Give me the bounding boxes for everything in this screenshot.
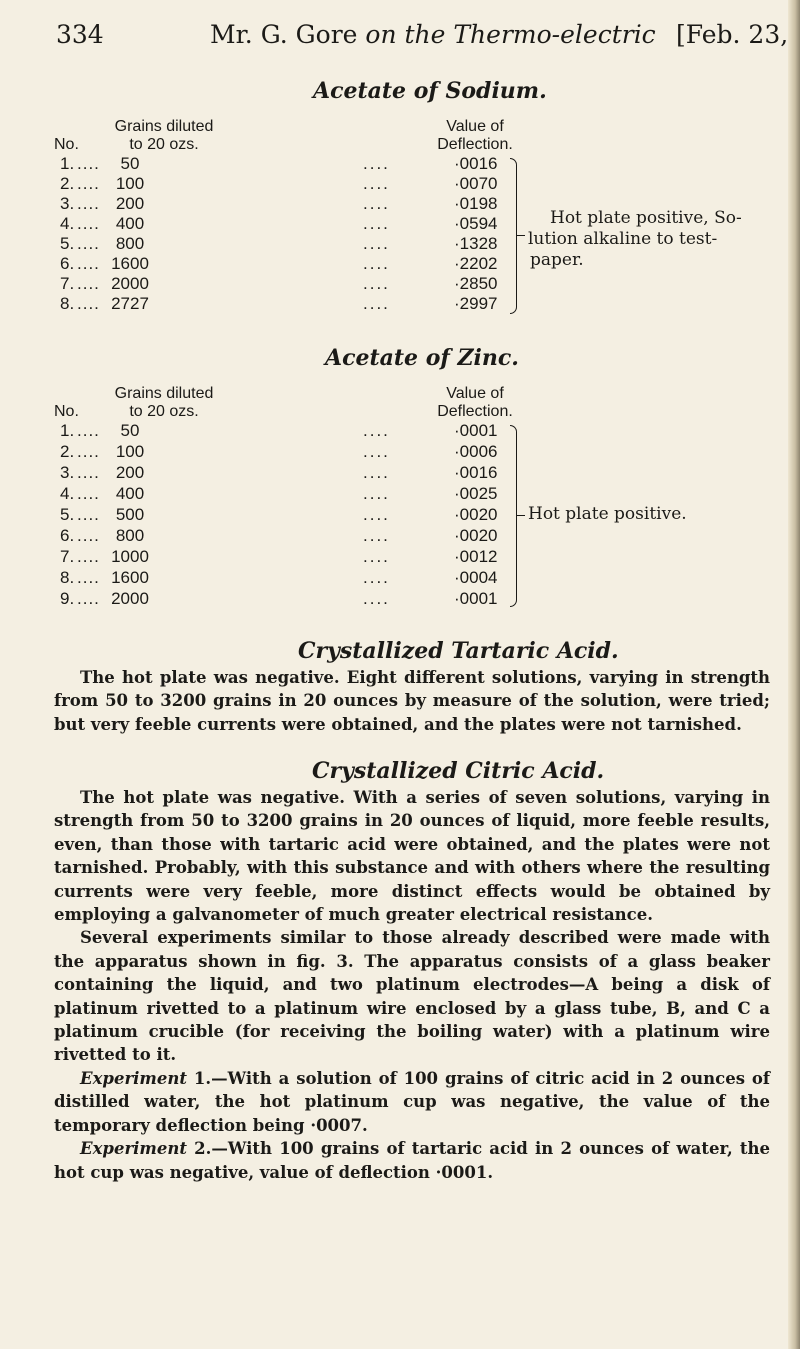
leader-dots: .... (363, 421, 390, 440)
table1-note (528, 208, 778, 271)
row-no: 7. (60, 274, 75, 293)
leader-dots: .... (77, 194, 100, 213)
table1-note-line: Hot plate positive, So- (550, 208, 742, 228)
row-value: ·0020 (454, 505, 498, 524)
leader-dots: .... (77, 174, 100, 193)
row-no: 1. (60, 154, 75, 173)
leader-dots: .... (363, 194, 390, 213)
row-grains: 400 (115, 214, 145, 233)
row-value: ·0006 (454, 442, 498, 461)
table2-col-value-2: Deflection. (437, 403, 513, 420)
row-grains: 1000 (111, 547, 149, 566)
leader-dots: .... (77, 442, 100, 461)
row-value: ·0198 (454, 194, 498, 213)
table2-col-grains-1: Grains diluted (114, 385, 214, 402)
row-value: ·1328 (454, 234, 498, 253)
running-title (210, 20, 656, 49)
row-value: ·0594 (454, 214, 498, 233)
paragraph-text: The hot plate was negative. With a series of seven solutions, varying in strength from 50 to 3200 grains in 20 ounces of liquid, more feeble results, even, than those with tartaric acid were obtained, and the plates were not tarnished. Probably, with this substance and with others where the resulting currents were very feeble, more distinct effects would be obtained by employing a galvanometer of much greater electrical resistance. (54, 788, 770, 925)
table1-col-value-1: Value of (446, 118, 504, 135)
table1-row (0, 294, 800, 314)
row-grains: 1600 (111, 254, 149, 273)
experiment-2 (54, 1137, 770, 1184)
table1-col-grains-2: to 20 ozs. (129, 136, 199, 153)
leader-dots: .... (77, 254, 100, 273)
table1-note-line: paper. (530, 250, 584, 270)
leader-dots: .... (77, 547, 100, 566)
row-value: ·0070 (454, 174, 498, 193)
leader-dots: .... (363, 442, 390, 461)
leader-dots: .... (77, 505, 100, 524)
row-grains: 200 (115, 463, 145, 482)
experiment-text: —With 100 grains of tartaric acid in 2 ounces of water, the hot cup was negative, value of deflection ·0001. (54, 1139, 770, 1182)
table2-brace-tip (517, 515, 525, 516)
experiment-1 (54, 1067, 770, 1137)
table2-row (0, 589, 800, 609)
row-no: 8. (60, 294, 75, 313)
table1-col-no: No. (54, 136, 79, 153)
row-no: 3. (60, 463, 75, 482)
running-date: [Feb. 23, (676, 20, 789, 49)
leader-dots: .... (363, 294, 390, 313)
row-no: 6. (60, 254, 75, 273)
experiment-number: 1. (193, 1068, 212, 1088)
table1-brace-tip (517, 235, 525, 236)
leader-dots: .... (77, 274, 100, 293)
leader-dots: .... (77, 589, 100, 608)
leader-dots: .... (363, 484, 390, 503)
experiment-number: 2. (194, 1139, 212, 1159)
table2-note: Hot plate positive. (528, 504, 687, 524)
leader-dots: .... (363, 274, 390, 293)
table2-row (0, 526, 800, 546)
experiment-label: Experiment (80, 1139, 187, 1159)
table2-row (0, 547, 800, 567)
row-no: 3. (60, 194, 75, 213)
leader-dots: .... (363, 589, 390, 608)
experiment-text: —With a solution of 100 grains of citric acid in 2 ounces of distilled water, the hot platinum cup was negative, the value of the temporary deflection being ·0007. (54, 1068, 770, 1135)
row-value: ·0012 (454, 547, 498, 566)
row-value: ·0020 (454, 526, 498, 545)
leader-dots: .... (363, 234, 390, 253)
leader-dots: .... (363, 505, 390, 524)
row-grains: 2000 (111, 274, 149, 293)
row-no: 1. (60, 421, 75, 440)
page-number: 334 (56, 20, 104, 49)
row-value: ·2202 (454, 254, 498, 273)
row-no: 5. (60, 234, 75, 253)
table1-col-value-2: Deflection. (437, 136, 513, 153)
tartaric-heading: Crystallized Tartaric Acid. (298, 638, 619, 664)
running-title-author: Mr. G. Gore (210, 20, 358, 49)
row-grains: 400 (115, 484, 145, 503)
row-grains: 800 (115, 234, 145, 253)
leader-dots: .... (77, 421, 100, 440)
row-grains: 200 (115, 194, 145, 213)
row-no: 2. (60, 442, 75, 461)
table2-col-value-1: Value of (446, 385, 504, 402)
row-value: ·0004 (454, 568, 498, 587)
leader-dots: .... (77, 463, 100, 482)
leader-dots: .... (363, 154, 390, 173)
table2-row (0, 421, 800, 441)
leader-dots: .... (363, 174, 390, 193)
table2-title: Acetate of Zinc. (325, 345, 519, 371)
citric-heading: Crystallized Citric Acid. (312, 758, 605, 784)
leader-dots: .... (363, 526, 390, 545)
leader-dots: .... (77, 484, 100, 503)
row-no: 4. (60, 214, 75, 233)
row-grains: 100 (115, 174, 145, 193)
paragraph-text: The hot plate was negative. Eight different solutions, varying in strength from 50 to 3200 grains in 20 ounces by measure of the solution, were tried; but very feeble currents were obtained, and the plates were not tarnished. (54, 668, 770, 734)
row-no: 2. (60, 174, 75, 193)
row-grains: 500 (115, 505, 145, 524)
row-grains: 100 (115, 442, 145, 461)
leader-dots: .... (363, 214, 390, 233)
row-grains: 50 (120, 421, 140, 440)
row-grains: 2727 (111, 294, 149, 313)
row-value: ·0025 (454, 484, 498, 503)
row-value: ·0016 (454, 463, 498, 482)
experiment-label: Experiment (80, 1068, 187, 1088)
leader-dots: .... (363, 547, 390, 566)
row-value: ·0001 (454, 421, 498, 440)
row-grains: 50 (120, 154, 140, 173)
table1-note-line: lution alkaline to test- (528, 229, 718, 249)
table1-brace (510, 158, 517, 314)
table1-row (0, 154, 800, 174)
tartaric-paragraph (54, 666, 770, 736)
table2-row (0, 484, 800, 504)
row-grains: 800 (115, 526, 145, 545)
leader-dots: .... (77, 214, 100, 233)
table2-col-grains-2: to 20 ozs. (129, 403, 199, 420)
row-value: ·2997 (454, 294, 498, 313)
table1-col-grains-1: Grains diluted (114, 118, 214, 135)
page-edge-shadow (788, 0, 800, 1349)
leader-dots: .... (363, 568, 390, 587)
row-value: ·2850 (454, 274, 498, 293)
leader-dots: .... (77, 568, 100, 587)
leader-dots: .... (77, 526, 100, 545)
leader-dots: .... (363, 463, 390, 482)
table2-row (0, 568, 800, 588)
row-grains: 1600 (111, 568, 149, 587)
table2-row (0, 463, 800, 483)
row-no: 9. (60, 589, 75, 608)
row-no: 4. (60, 484, 75, 503)
table2-row (0, 442, 800, 462)
row-no: 7. (60, 547, 75, 566)
row-value: ·0016 (454, 154, 498, 173)
leader-dots: .... (77, 294, 100, 313)
leader-dots: .... (363, 254, 390, 273)
table2-col-no: No. (54, 403, 79, 420)
table1-row (0, 174, 800, 194)
table1-title: Acetate of Sodium. (313, 78, 547, 104)
table2-brace (510, 425, 517, 607)
row-value: ·0001 (454, 589, 498, 608)
running-title-subject: on the Thermo-electric (365, 20, 656, 49)
row-no: 5. (60, 505, 75, 524)
leader-dots: .... (77, 234, 100, 253)
row-no: 8. (60, 568, 75, 587)
leader-dots: .... (77, 154, 100, 173)
paragraph-text: Several experiments similar to those already described were made with the apparatus shown in fig. 3. The apparatus consists of a glass beaker containing the liquid, and two platinum electrodes—A being a disk of platinum rivetted to a platinum wire enclosed by a glass tube, B, and C a platinum crucible (for receiving the boiling water) with a platinum wire rivetted to it. (54, 928, 770, 1065)
row-no: 6. (60, 526, 75, 545)
table1-row (0, 274, 800, 294)
row-grains: 2000 (111, 589, 149, 608)
citric-body (54, 786, 770, 1184)
